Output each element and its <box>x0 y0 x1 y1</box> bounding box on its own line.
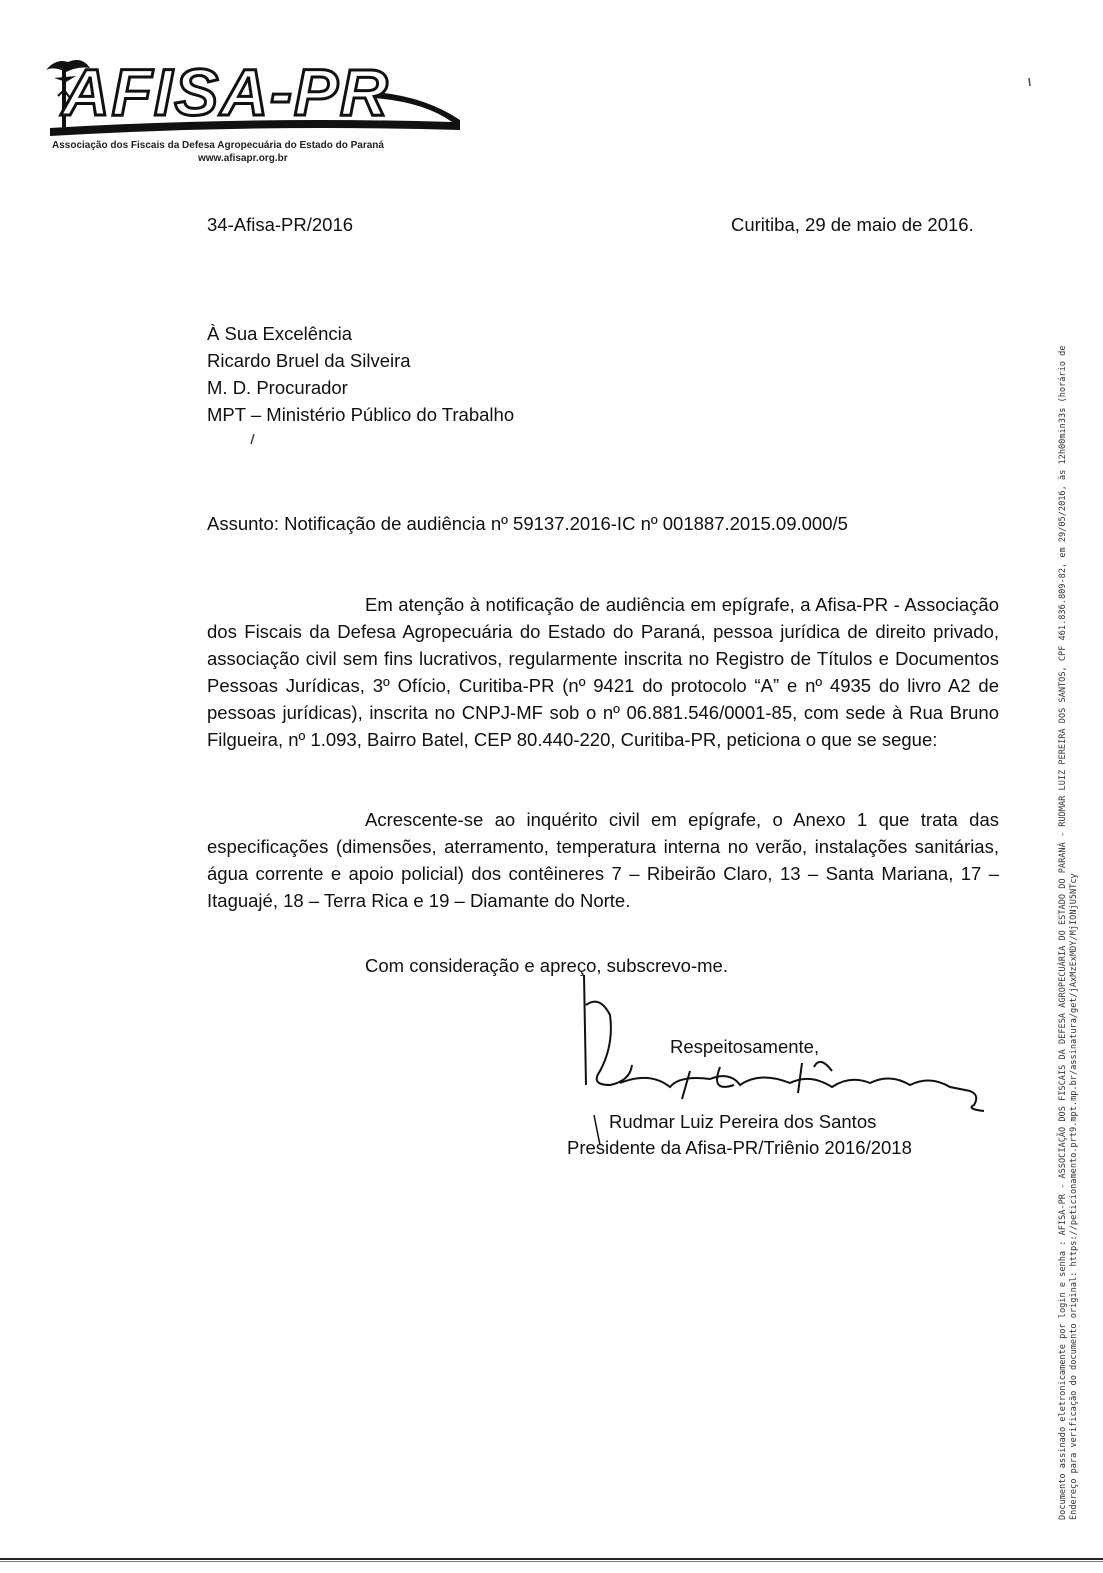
association-website: www.afisapr.org.br <box>198 153 288 164</box>
association-name: Associação dos Fiscais da Defesa Agropecuária do Estado do Paraná <box>52 140 384 151</box>
recipient-title: M. D. Procurador <box>207 377 348 398</box>
recipient-block <box>207 320 514 428</box>
letter-subject: Assunto: Notificação de audiência nº 59137.2016-IC nº 001887.2015.09.000/5 <box>207 513 848 534</box>
body-paragraph-2 <box>207 806 999 914</box>
recipient-organization: MPT – Ministério Público do Trabalho <box>207 404 515 425</box>
association-logo <box>44 56 464 168</box>
letter-date: Curitiba, 29 de maio de 2016. <box>731 214 974 235</box>
body-paragraph-2-text: Acrescente-se ao inquérito civil em epígrafe, o Anexo 1 que trata das especificações (dimensões, aterramento, temperatura interna no verão, instalações sanitárias, água corrente e apoio policial) dos contêineres 7 – Ribeirão Claro, 13 – Santa Mariana, 17 – Itaguajé, 18 – Terra Rica e 19 – Diamante do Norte. <box>207 809 999 911</box>
body-paragraph-1-text: Em atenção à notificação de audiência em epígrafe, a Afisa-PR - Associação dos Fiscais da Defesa Agropecuária do Estado do Paraná, pessoa jurídica de direito privado, associação civil sem fins lucrativos, regularmente inscrita no Registro de Títulos e Documentos Pessoas Jurídicas, 3º Ofício, Curitiba-PR (nº 9421 do protocolo “A” e nº 4935 do livro A2 de pessoas jurídicas), inscrita no CNPJ-MF sob o nº 06.881.546/0001-85, com sede à Rua Bruno Filgueira, nº 1.093, Bairro Batel, CEP 80.440-220, Curitiba-PR, peticiona o que se segue: <box>207 594 999 750</box>
signer-title: Presidente da Afisa-PR/Triênio 2016/2018 <box>567 1137 912 1158</box>
digital-signature-sidebar <box>1054 0 1084 1525</box>
letter-closing: Com consideração e apreço, subscrevo-me. <box>365 955 728 976</box>
signer-name: Rudmar Luiz Pereira dos Santos <box>609 1111 877 1132</box>
letter-reference: 34-Afisa-PR/2016 <box>207 214 354 235</box>
scan-edge-artifact <box>0 1556 1103 1566</box>
scan-speck <box>248 432 258 446</box>
digital-signature-line-2: Endereço para verificação do documento original: https://peticionamento.prt9.mpt.mp.br/assinatura/get/jAxMzExMDY/MjIONjU5NTcy <box>1069 873 1079 1520</box>
digital-signature-line-1: Documento assinado eletronicamente por login e senha : AFISA-PR - ASSOCIAÇÃO DOS FISCAIS DA DEFESA AGROPECUÁRIA DO ESTADO DO PARANÁ - RUDMAR LUIZ PEREIRA DOS SANTOS, CPF 461.836.809-82, em 29/05/2016, às 12h00min33s (horário de <box>1058 345 1068 1520</box>
recipient-name: Ricardo Bruel da Silveira <box>207 350 411 371</box>
recipient-salutation: À Sua Excelência <box>207 323 353 344</box>
body-paragraph-1 <box>207 591 999 753</box>
scan-speck <box>1026 76 1034 90</box>
logo-wordmark: AFISA-PR <box>62 55 390 129</box>
letter-regards: Respeitosamente, <box>670 1036 820 1057</box>
